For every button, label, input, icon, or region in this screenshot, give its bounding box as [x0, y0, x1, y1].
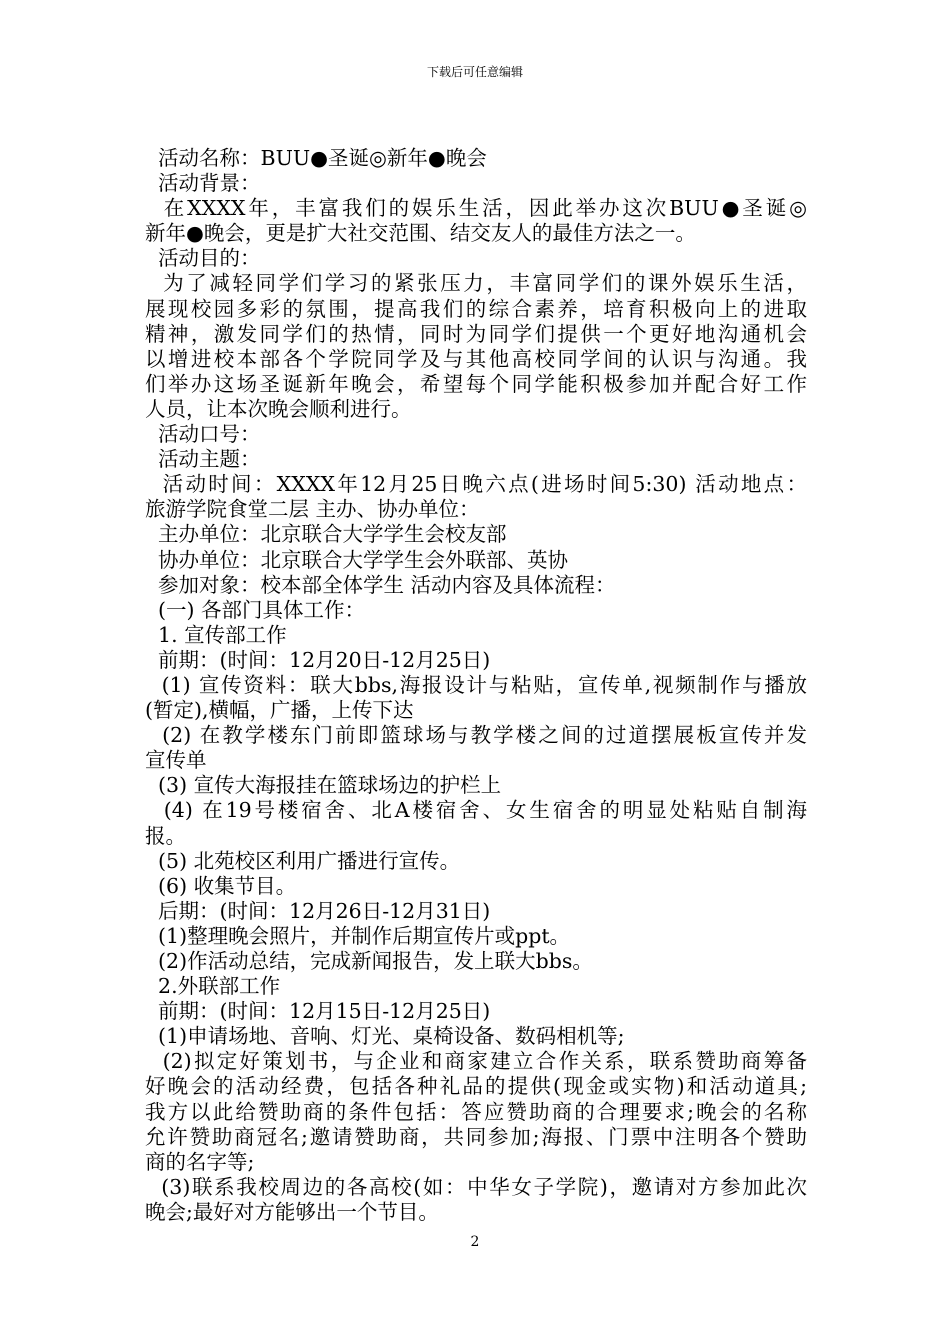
page-header [0, 64, 950, 80]
text-line: 新年●晚会，更是扩大社交范围、结交友人的最佳方法之一。 [145, 221, 696, 246]
text-line: 展现校园多彩的氛围，提高我们的综合素养，培育积极向上的进取 [145, 296, 807, 321]
text-line: 旅游学院食堂二层 主办、协办单位： [145, 497, 480, 522]
text-line: 2.外联部工作 [145, 974, 281, 999]
text-line: 协办单位：北京联合大学学生会外联部、英协 [145, 547, 569, 572]
text-line: (3) 宣传大海报挂在篮球场边的护栏上 [145, 773, 502, 798]
text-line: (一) 各部门具体工作： [145, 597, 366, 622]
text-line: 活动口号： [145, 422, 261, 447]
text-line: (1) 宣传资料：联大bbs,海报设计与粘贴，宣传单,视频制作与播放 [145, 672, 807, 697]
text-line: (2)拟定好策划书，与企业和商家建立合作关系，联系赞助商筹备 [145, 1049, 807, 1074]
text-line: (4) 在19号楼宿舍、北A楼宿舍、女生宿舍的明显处粘贴自制海 [145, 798, 807, 823]
text-line: 报。 [145, 823, 186, 848]
text-line: 1. 宣传部工作 [145, 622, 287, 647]
text-line: 宣传单 [145, 748, 207, 773]
text-line: (3)联系我校周边的各高校(如：中华女子学院)，邀请对方参加此次 [145, 1174, 807, 1199]
page-footer [0, 1233, 950, 1251]
text-line: 以增进校本部各个学院同学及与其他高校同学间的认识与沟通。我 [145, 346, 807, 371]
header-note: 下载后可任意编辑 [426, 65, 523, 79]
text-line: (1)申请场地、音响、灯光、桌椅设备、数码相机等; [145, 1024, 625, 1049]
text-line: (2)作活动总结，完成新闻报告，发上联大bbs。 [145, 949, 593, 973]
text-line: (6) 收集节目。 [145, 873, 297, 898]
text-line: 活动主题： [145, 447, 261, 472]
text-line: 允许赞助商冠名;邀请赞助商，共同参加;海报、门票中注明各个赞助 [145, 1124, 807, 1149]
text-line: 们举办这场圣诞新年晚会，希望每个同学能积极参加并配合好工作 [145, 371, 807, 396]
text-line: 主办单位：北京联合大学学生会校友部 [145, 522, 507, 547]
text-line: 活动背景： [145, 171, 261, 196]
text-line: (2) 在教学楼东门前即篮球场与教学楼之间的过道摆展板宣传并发 [145, 723, 807, 748]
text-line: 我方以此给赞助商的条件包括：答应赞助商的合理要求;晚会的名称 [145, 1099, 807, 1124]
text-line: (暂定),横幅，广播，上传下达 [145, 698, 414, 723]
text-line: 前期：(时间：12月15日-12月25日) [145, 999, 491, 1024]
text-line: 后期：(时间：12月26日-12月31日) [145, 898, 491, 923]
text-line: 为了减轻同学们学习的紧张压力，丰富同学们的课外娱乐生活， [145, 271, 807, 296]
text-line: (1)整理晚会照片，并制作后期宣传片或ppt。 [145, 923, 571, 948]
text-line: 好晚会的活动经费，包括各种礼品的提供(现金或实物)和活动道具; [145, 1074, 807, 1099]
text-line: 在XXXX年，丰富我们的娱乐生活，因此举办这次BUU●圣诞◎ [145, 196, 807, 221]
text-line: 活动时间：XXXX年12月25日晚六点(进场时间5:30) 活动地点： [145, 472, 807, 497]
document-body [145, 146, 807, 1225]
text-line: 商的名字等; [145, 1149, 255, 1174]
text-line: 晚会;最好对方能够出一个节目。 [145, 1199, 439, 1224]
page-number: 2 [470, 1234, 480, 1250]
text-line: 参加对象：校本部全体学生 活动内容及具体流程： [145, 572, 616, 597]
text-line: 前期：(时间：12月20日-12月25日) [145, 647, 491, 672]
text-line: 精神，激发同学们的热情，同时为同学们提供一个更好地沟通机会 [145, 321, 807, 346]
text-line: 活动目的： [145, 246, 261, 271]
text-line: 人员，让本次晚会顺利进行。 [145, 396, 412, 421]
text-line: (5) 北苑校区利用广播进行宣传。 [145, 848, 461, 873]
text-line: 活动名称：BUU●圣诞◎新年●晚会 [145, 146, 487, 170]
